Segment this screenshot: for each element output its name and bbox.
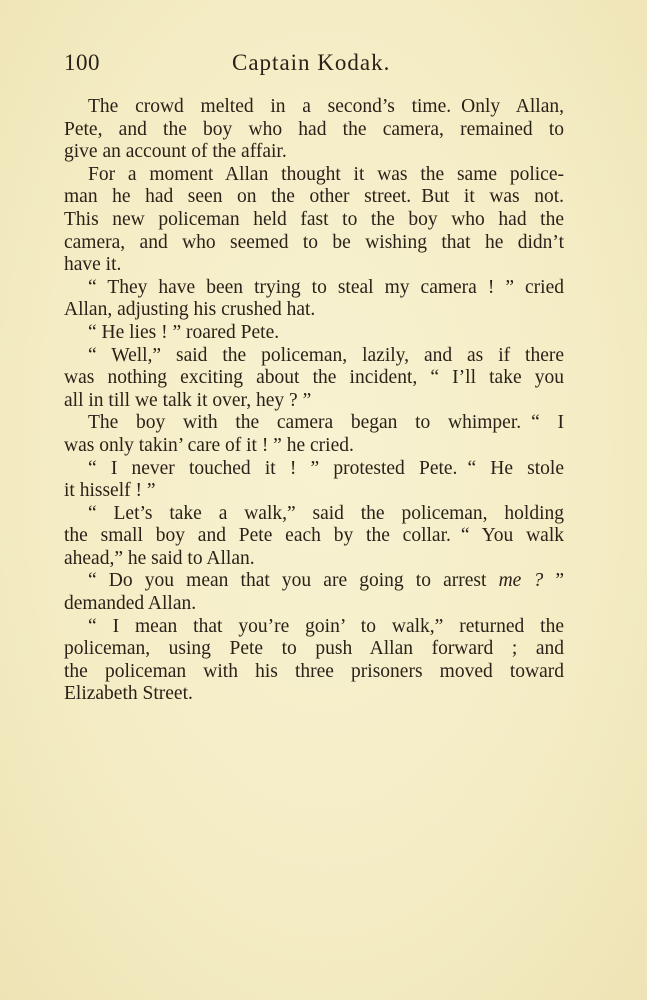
text-line: This new policeman held fast to the boy who had the — [64, 208, 564, 230]
text-line: camera, and who seemed to be wishing that he didn’t — [64, 231, 564, 253]
text-line: was nothing exciting about the incident, “ I’ll take you — [64, 367, 564, 389]
text-line: The boy with the camera began to whimper. “ I — [88, 412, 564, 434]
text-line: “ They have been trying to steal my camera ! ” cried — [88, 276, 564, 298]
text-line: “ Do you mean that you are going to arrest me ? ” — [88, 570, 564, 592]
text-line: have it. — [64, 254, 122, 276]
text-line: give an account of the affair. — [64, 141, 287, 163]
text-line: was only takin’ care of it ! ” he cried. — [64, 434, 354, 456]
text-line: ahead,” he said to Allan. — [64, 547, 255, 569]
text-line: Pete, and the boy who had the camera, remained to — [64, 118, 564, 140]
text-line: all in till we talk it over, hey ? ” — [64, 389, 312, 411]
running-title: Captain Kodak. — [232, 50, 391, 75]
text-line: For a moment Allan thought it was the same police- — [88, 163, 564, 185]
text-line: it hisself ! ” — [64, 480, 156, 502]
text-line: The crowd melted in a second’s time. Only Allan, — [88, 96, 564, 117]
text-line: man he had seen on the other street. But it was not. — [64, 186, 564, 208]
body-text — [64, 96, 564, 706]
page-header — [64, 50, 564, 80]
text-line: Elizabeth Street. — [64, 683, 193, 705]
text-line: Allan, adjusting his crushed hat. — [64, 299, 316, 321]
text-line: “ Well,” said the policeman, lazily, and as if there — [88, 344, 564, 366]
text-line: “ He lies ! ” roared Pete. — [88, 321, 280, 343]
text-line: “ I mean that you’re goin’ to walk,” returned the — [88, 615, 564, 637]
text-line: “ I never touched it ! ” protested Pete. “ He stole — [88, 457, 564, 479]
page-number: 100 — [64, 50, 100, 75]
text-line: demanded Allan. — [64, 593, 197, 615]
text-line: policeman, using Pete to push Allan forward ; and — [64, 638, 564, 660]
text-line: the policeman with his three prisoners moved toward — [64, 660, 564, 682]
text-line: “ Let’s take a walk,” said the policeman, holding — [88, 502, 564, 524]
text-line: the small boy and Pete each by the collar. “ You walk — [64, 525, 564, 547]
